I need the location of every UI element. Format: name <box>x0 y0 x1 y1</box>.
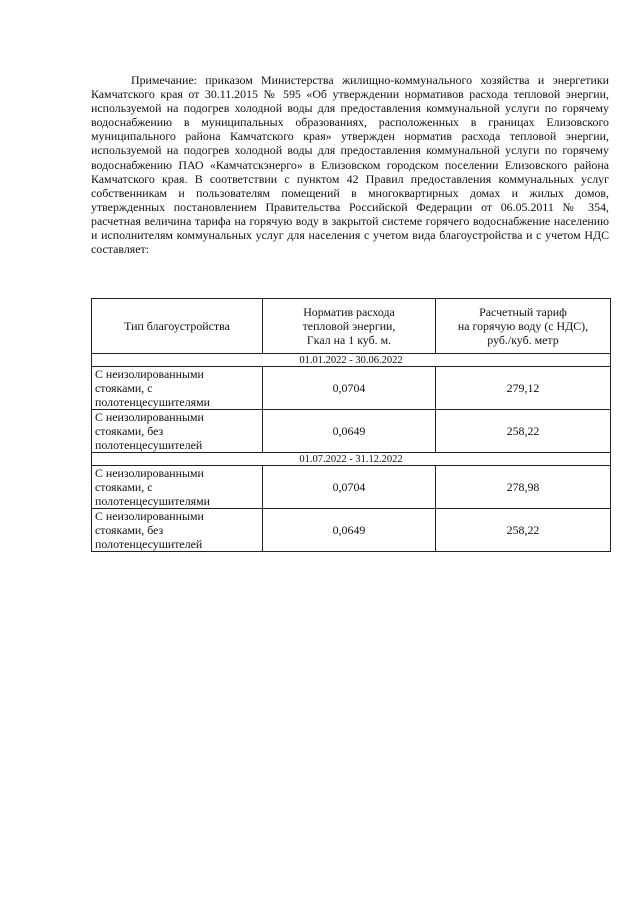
cell-type-line3: полотенцесушителей <box>95 438 203 452</box>
header-tariff-line3: руб./куб. метр <box>487 333 559 347</box>
note-paragraph: Примечание: приказом Министерства жилищно-коммунального хозяйства и энергетики Камчатского края от 30.11.2015 № 595 «Об утверждении нормативов расхода тепловой энергии, используемой на подогрев холодной воды для предоставления коммунальной услуги по горячему водоснабжению в муниципальных образованиях, расположенных в границах Елизовского муниципального района Камчатского края» утвержден норматив расхода тепловой энергии, используемой на подогрев холодной воды для предоставления коммунальной услуги по горячему водоснабжению ПАО «Камчатскэнерго» в Елизовском городском поселении Елизовского района Камчатского края. В соответствии с пунктом 42 Правил предоставления коммунальных услуг собственникам и пользователям помещений в многоквартирных домах и жилых домов, утвержденных постановлением Правительства Российской Федерации от 06.05.2011 № 354, расчетная величина тарифа на горячую воду в закрытой системе горячего водоснабжение населению и исполнителям коммунальных услуг для населения с учетом вида благоустройства и с учетом НДС составляет: <box>91 73 609 257</box>
cell-type-line1: С неизолированными <box>95 410 204 424</box>
cell-tariff: 279,12 <box>436 367 611 410</box>
table-row <box>92 509 611 552</box>
period-row <box>92 354 611 367</box>
cell-tariff: 258,22 <box>436 509 611 552</box>
cell-type-line3: полотенцесушителями <box>95 395 210 409</box>
period-label: 01.07.2022 - 31.12.2022 <box>92 453 611 466</box>
header-tariff-line2: на горячую воду (с НДС), <box>457 319 589 333</box>
cell-tariff: 258,22 <box>436 410 611 453</box>
cell-type-line1: С неизолированными <box>95 509 204 523</box>
header-tariff <box>436 299 611 354</box>
table-row <box>92 367 611 410</box>
period-label: 01.01.2022 - 30.06.2022 <box>92 354 611 367</box>
cell-type <box>92 509 263 552</box>
cell-type-line2: стояками, без <box>95 523 164 537</box>
cell-type <box>92 367 263 410</box>
header-norm-line1: Норматив расхода <box>303 305 395 319</box>
cell-norm: 0,0649 <box>263 509 436 552</box>
cell-norm: 0,0649 <box>263 410 436 453</box>
cell-type-line2: стояками, без <box>95 424 164 438</box>
cell-type <box>92 466 263 509</box>
header-norm-line3: Гкал на 1 куб. м. <box>306 333 392 347</box>
cell-type-line3: полотенцесушителей <box>95 537 203 551</box>
cell-type-line1: С неизолированными <box>95 367 204 381</box>
cell-type-line3: полотенцесушителями <box>95 494 210 508</box>
cell-type-line1: С неизолированными <box>95 466 204 480</box>
cell-type-line2: стояками, с <box>95 480 153 494</box>
header-type-text: Тип благоустройства <box>124 319 230 333</box>
cell-type-line2: стояками, с <box>95 381 153 395</box>
cell-norm: 0,0704 <box>263 466 436 509</box>
header-norm <box>263 299 436 354</box>
cell-type <box>92 410 263 453</box>
cell-norm: 0,0704 <box>263 367 436 410</box>
header-norm-line2: тепловой энергии, <box>302 319 396 333</box>
table-row <box>92 410 611 453</box>
table-header-row <box>92 299 611 354</box>
cell-tariff: 278,98 <box>436 466 611 509</box>
header-type <box>92 299 263 354</box>
period-row <box>92 453 611 466</box>
table-row <box>92 466 611 509</box>
header-tariff-line1: Расчетный тариф <box>479 305 567 319</box>
tariff-table <box>91 298 611 552</box>
